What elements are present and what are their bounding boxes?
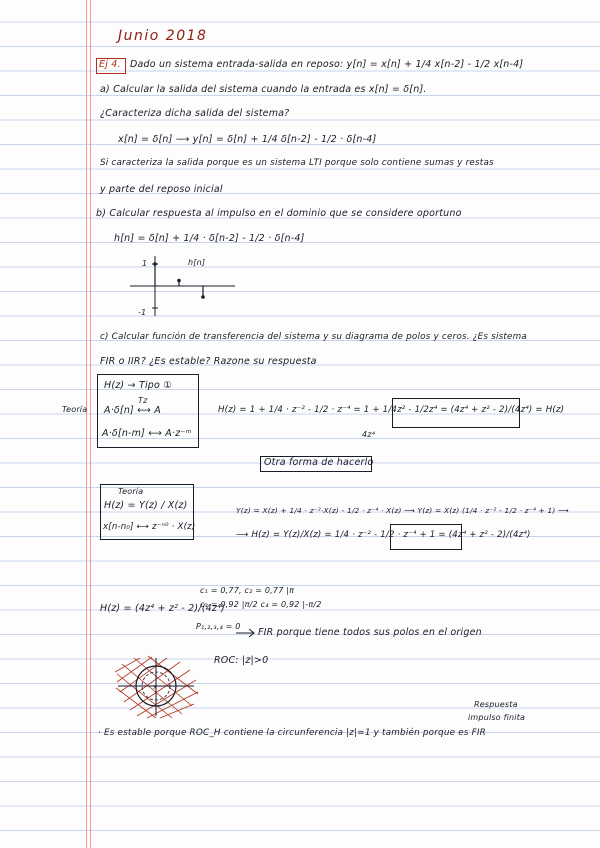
plot-title: h[n] bbox=[188, 258, 206, 267]
stem-point bbox=[177, 279, 181, 283]
stability-answer: · Es estable porque ROC_H contiene la circunferencia |z|=1 y también porque es FIR bbox=[98, 728, 486, 738]
zeros-c3-c4: c₃ = 0,92 |π/2 c₄ = 0,92 |-π/2 bbox=[200, 600, 322, 609]
page-title: Junio 2018 bbox=[118, 28, 208, 44]
theory2-formula: H(z) = Y(z) / X(z) bbox=[104, 500, 188, 511]
roc: ROC: |z|>0 bbox=[214, 655, 269, 666]
svg-text:x: x bbox=[153, 683, 158, 691]
part-a-equation: x[n] = δ[n] ⟶ y[n] = δ[n] + 1/4 δ[n-2] - 1/2 · δ[n-4] bbox=[118, 134, 377, 145]
transfer-function-result: H(z) = 1 + 1/4 · z⁻² - 1/2 · z⁻⁴ = 1 + 1/4z² - 1/2z⁴ = (4z⁴ + z² - 2)/(4z⁴) = H(z) bbox=[218, 405, 565, 415]
exercise-label: Ej 4. bbox=[99, 59, 121, 70]
zeros-c1-c2: c₁ = 0,77, c₂ = 0,77 |π bbox=[200, 586, 295, 595]
margin-line-outer bbox=[86, 0, 87, 848]
part-a-question-1: a) Calcular la salida del sistema cuando la entrada es x[n] = δ[n]. bbox=[100, 84, 427, 95]
theory1-line1: H(z) → Tipo ① bbox=[104, 380, 172, 391]
stray-denominator: 4z⁴ bbox=[362, 430, 376, 439]
arrow-icon bbox=[236, 628, 256, 638]
stem-point bbox=[153, 262, 157, 266]
plot-tick-bottom: -1 bbox=[138, 308, 147, 317]
finite-response-note-2: impulso finita bbox=[468, 713, 526, 722]
part-b-question: b) Calcular respuesta al impulso en el dominio que se considere oportuno bbox=[96, 208, 462, 219]
plot-tick-top: 1 bbox=[142, 259, 148, 268]
part-a-answer-2: y parte del reposo inicial bbox=[100, 184, 223, 195]
fir-reason: FIR porque tiene todos sus polos en el origen bbox=[258, 627, 482, 638]
theory1-arrow-label: Tz bbox=[138, 396, 148, 405]
part-a-question-2: ¿Caracteriza dicha salida del sistema? bbox=[100, 108, 290, 119]
poles: P₁,₂,₃,₄ = 0 bbox=[196, 622, 241, 631]
theory-side-label: Teoría bbox=[62, 405, 88, 414]
alt-equation-2: ⟶ H(z) = Y(z)/X(z) = 1/4 · z⁻² - 1/2 · z⁻⁴ + 1 = (4z⁴ + z² - 2)/(4z⁴) bbox=[236, 530, 531, 540]
part-c-question-2: FIR o IIR? ¿Es estable? Razone su respuesta bbox=[100, 356, 317, 367]
alt-method-label: Otra forma de hacerlo bbox=[264, 457, 374, 468]
transfer-function-box-2 bbox=[390, 524, 462, 550]
finite-response-note-1: Respuesta bbox=[474, 700, 518, 709]
stem-point bbox=[201, 295, 205, 299]
theory1-line3: A·δ[n-m] ⟷ A·z⁻ᵐ bbox=[102, 428, 192, 439]
pole-zero-diagram bbox=[112, 652, 202, 722]
theory2-header: Teoría bbox=[118, 487, 144, 496]
exercise-statement: Dado un sistema entrada-salida en reposo: y[n] = x[n] + 1/4 x[n-2] - 1/2 x[n-4] bbox=[130, 59, 524, 70]
part-c-question-1: c) Calcular función de transferencia del sistema y su diagrama de polos y ceros. ¿Es sistema bbox=[100, 332, 527, 342]
alt-equation-1: Y(z) = X(z) + 1/4 · z⁻²·X(z) - 1/2 · z⁻⁴ · X(z) ⟶ Y(z) = X(z) (1/4 · z⁻² - 1/2 · z⁻⁴ + 1) ⟶ bbox=[236, 506, 569, 515]
transfer-function-box-1 bbox=[392, 398, 520, 428]
part-a-answer-1: Si caracteriza la salida porque es un sistema LTI porque solo contiene sumas y restas bbox=[100, 158, 494, 168]
part-b-equation: h[n] = δ[n] + 1/4 · δ[n-2] - 1/2 · δ[n-4] bbox=[114, 233, 305, 244]
hz-expression: H(z) = (4z⁴ + z² - 2)/(4z⁴) bbox=[100, 603, 225, 614]
theory1-line2: A·δ[n] ⟷ A bbox=[104, 405, 161, 416]
margin-line-inner bbox=[90, 0, 91, 848]
theory2-pair: x[n-n₀] ⟷ z⁻ⁿ⁰ · X(z) bbox=[103, 522, 196, 532]
